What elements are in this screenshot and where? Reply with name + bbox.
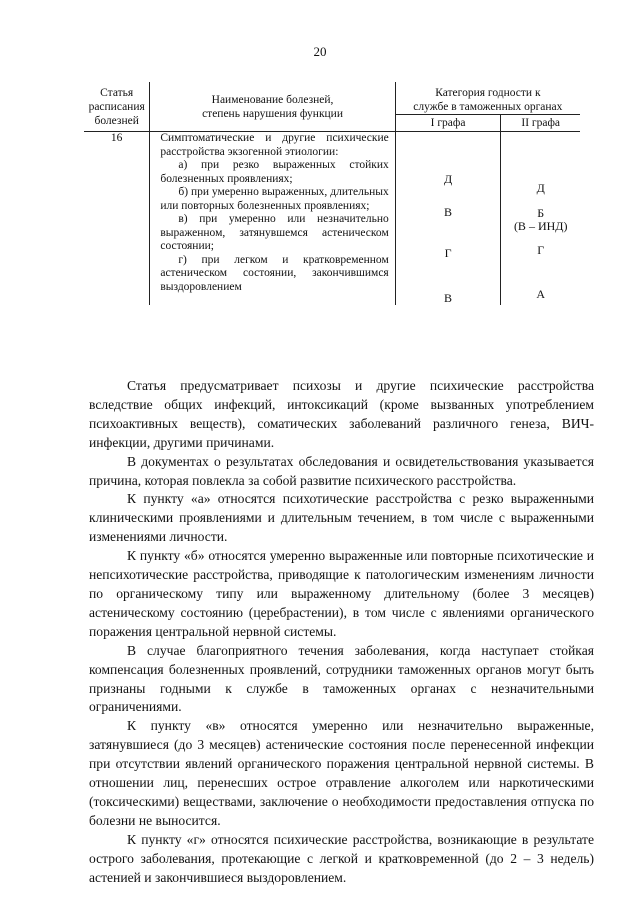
- item-c-cat1: Г: [444, 246, 452, 260]
- paragraph: К пункту «б» относятся умеренно выраженные или повторные психотические и непсихотические расстройства, приводящие к патологическим изменениям личности по органическому типу или выраженному длительному (более 3 месяцев) астеническому состоянию (церебрастении), в том числе с явлениями органического поражения центральной нервной системы.: [89, 548, 594, 639]
- header-disease-name: [150, 82, 395, 132]
- item-b-text: б) при умеренно выраженных, длительных или повторных болезненных проявлениях;: [160, 186, 389, 212]
- category-column-2: [501, 132, 580, 306]
- item-b-cat1: В: [444, 204, 453, 219]
- table-row: [84, 132, 580, 306]
- header-fitness-category: [395, 82, 580, 115]
- paragraph: В случае благоприятного течения заболевания, когда наступает стойкая компенсация болезненных проявлений, сотрудники таможенных органов могут быть признаны годными к службе в таможенных органах с незначительными ограничениями.: [89, 642, 594, 715]
- item-d-cat1: В: [444, 290, 453, 305]
- item-b-cat2: Б: [537, 205, 545, 220]
- paragraph: К пункту «г» относятся психические расстройства, возникающие в результате острого заболевания, протекающие с легкой и кратковременной (до 2 – 3 недель) астенией и закончившиеся выздоровлением.: [89, 831, 594, 885]
- row-intro: Симптоматические и другие психические расстройства экзогенной этиологии:: [160, 132, 389, 158]
- item-a-cat1: Д: [443, 172, 453, 186]
- header-article-line: Статья: [100, 87, 134, 99]
- page-number: 20: [313, 44, 327, 59]
- header-category-line: Категория годности к: [435, 87, 541, 99]
- header-name-line: степень нарушения функции: [202, 107, 343, 120]
- item-c-text: в) при умеренно или незначительно выраженном, затянувшемся астеническом состоянии;: [160, 213, 389, 252]
- paragraph: Статья предусматривает психозы и другие психические расстройства вследствие общих инфекций, интоксикаций (кроме вызванных употреблением психоактивных веществ), соматических заболеваний различного генеза, ВИЧ-инфекции, другими причинами.: [89, 378, 594, 450]
- item-d-text: г) при легком и кратковременном астеническом состоянии, закончившимся выздоровлением: [160, 253, 389, 293]
- header-category-line: службе в таможенных органах: [413, 101, 563, 113]
- paragraph: К пункту «а» относятся психотические расстройства с резко выраженными клиническими проявлениями и длительным течением, в том числе с выраженными изменениями личности.: [89, 491, 594, 545]
- article-number: 16: [84, 132, 150, 306]
- paragraph: В документах о результатах обследования и освидетельствования указывается причина, которая повлекла за собой развитие психического расстройства.: [89, 453, 594, 488]
- item-d-cat2: А: [536, 287, 546, 301]
- item-a-cat2: Д: [536, 181, 545, 195]
- header-article-line: расписания: [88, 101, 145, 113]
- category-column-1: [395, 132, 501, 306]
- fitness-schedule-table: [84, 82, 580, 305]
- disease-description: [150, 132, 395, 306]
- item-a-text: а) при резко выраженных стойких болезненных проявлениях;: [160, 159, 389, 185]
- header-article-line: болезней: [94, 115, 139, 127]
- body-text: [89, 377, 594, 887]
- paragraph: К пункту «в» относятся умеренно или незначительно выраженные, затянувшиеся (до 3 месяцев) астенические состояния после перенесенной инфекции при отсутствии явлений органического поражения центральной нервной системы. В отношении лиц, перенесших острое отравление алкоголем или наркотическими (токсическими) веществами, заключение о необходимости предоставления отпуска по болезни не выносится.: [89, 718, 594, 828]
- item-c-cat2: Г: [537, 242, 545, 257]
- header-article: [84, 82, 150, 132]
- header-column-2: II графа: [501, 115, 580, 132]
- header-column-1: I графа: [395, 115, 501, 132]
- item-b-cat2-extra: (В – ИНД): [513, 219, 568, 233]
- header-name-line: Наименование болезней,: [211, 93, 334, 106]
